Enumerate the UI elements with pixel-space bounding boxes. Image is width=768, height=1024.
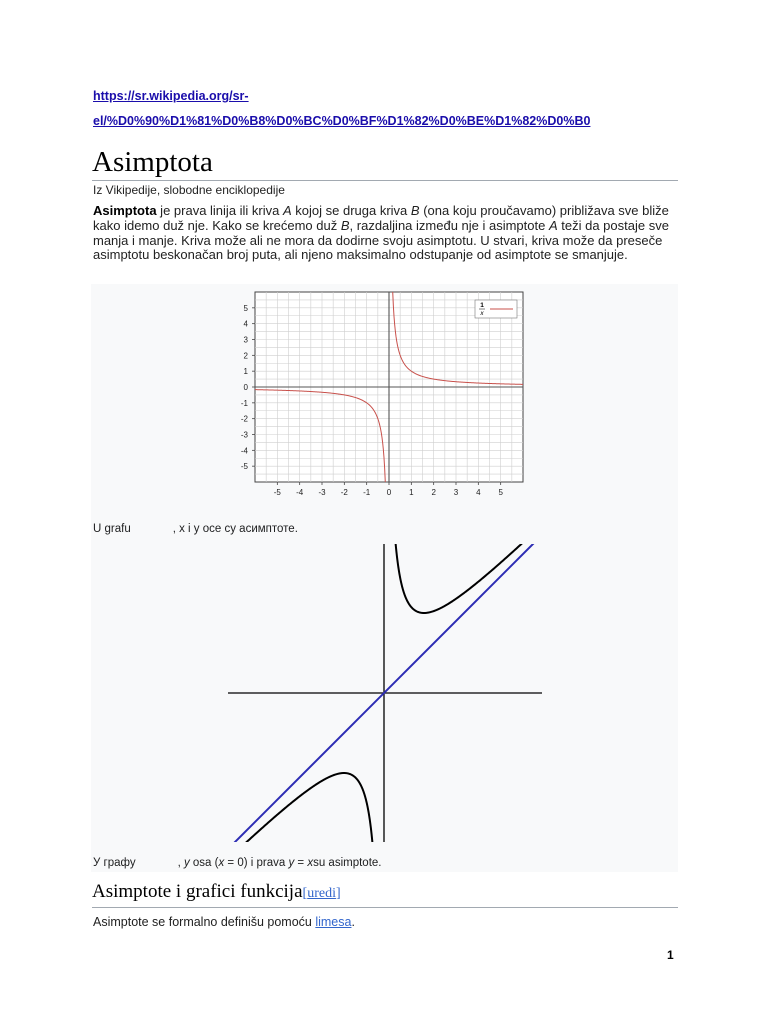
section-paragraph [93, 915, 355, 929]
section-text: Asimptote se formalno definišu pomoću [93, 915, 316, 929]
figure2-caption-text: У графу [93, 857, 136, 869]
page-number: 1 [667, 948, 674, 962]
x-tick-label: -3 [318, 488, 326, 497]
figure1-caption-text: U grafu [93, 523, 131, 535]
title-divider [92, 180, 678, 181]
figure2-caption-text: , [177, 857, 184, 869]
intro-text: teži da postaje sve manja i manje. Kriva može ali ne mora da dodirne svoju asimptotu. U stvari, kriva može da preseče asimptotu beskonačan broj puta, ali njeno maksimalno odstupanje od asimptote se smanjuje. [93, 217, 669, 263]
figure2-caption-text: = [294, 857, 308, 869]
y-tick-label: -2 [240, 414, 248, 424]
x-tick-label: 1 [409, 488, 414, 497]
section-divider [92, 907, 678, 908]
edit-bracket: [ [302, 886, 308, 901]
source-url-line-1[interactable]: https://sr.wikipedia.org/sr- [93, 89, 249, 103]
edit-section-link[interactable]: uredi [307, 886, 336, 901]
legend-denominator: x [480, 310, 484, 317]
section-heading-text: Asimptote i grafici funkcija [92, 881, 303, 902]
hyperbola-chart [228, 544, 542, 842]
x-tick-label: -5 [273, 488, 281, 497]
y-tick-label: 3 [243, 335, 248, 345]
x-tick-label: -2 [340, 488, 348, 497]
y-tick-label: -4 [240, 446, 248, 456]
y-tick-label: 2 [243, 351, 248, 361]
figure2-caption-var: y [288, 857, 295, 869]
x-tick-label: 4 [476, 488, 481, 497]
x-tick-label: 2 [431, 488, 436, 497]
intro-text: , razdaljina između nje i asimptote [349, 217, 549, 233]
x-tick-label: -4 [296, 488, 304, 497]
figure2-caption-text: su asimptote. [313, 857, 382, 869]
intro-var: B [340, 217, 350, 233]
intro-var: A [548, 217, 558, 233]
y-tick-label: -3 [240, 430, 248, 440]
intro-text: (ona koju proučavamo) približava sve bliže kako idemo duž nje. Kako se krećemo duž [93, 203, 669, 233]
intro-paragraph [93, 204, 678, 263]
x-tick-label: 5 [498, 488, 503, 497]
intro-text: kojoj se druga kriva [291, 203, 411, 218]
x-tick-label: -1 [363, 488, 371, 497]
edit-section [303, 886, 341, 901]
legend-numerator: 1 [480, 302, 484, 309]
section-text: . [351, 915, 355, 929]
y-tick-label: 5 [243, 303, 248, 313]
figure2-caption [93, 857, 382, 869]
figure2-caption-var: y [183, 857, 190, 869]
reciprocal-function-chart [230, 290, 530, 500]
y-tick-label: -1 [240, 398, 248, 408]
section-heading [92, 881, 341, 903]
intro-var: B [410, 203, 420, 218]
y-tick-label: -5 [240, 462, 248, 472]
curve-negative-branch [230, 773, 373, 842]
figure2-caption-text: osa ( [189, 857, 219, 869]
x-tick-label: 0 [386, 488, 392, 497]
figure1-caption-text: , x i y осе су асимптоте. [172, 523, 298, 535]
curve-positive-branch [395, 544, 538, 613]
intro-text: je prava linija ili kriva [156, 203, 283, 218]
y-tick-label: 0 [243, 383, 248, 392]
page-title: Asimptota [92, 146, 213, 178]
figure2-caption-text: = 0) i prava [224, 857, 289, 869]
intro-term: Asimptota [93, 203, 157, 218]
edit-bracket: ] [335, 886, 341, 901]
page-subtitle: Iz Vikipedije, slobodne enciklopedije [93, 183, 285, 197]
x-tick-label: 3 [453, 488, 459, 497]
y-tick-label: 4 [243, 319, 248, 329]
limes-link[interactable]: limesa [315, 915, 352, 929]
figure2-caption-var: x [218, 857, 225, 869]
figure2-caption-var: x [307, 857, 314, 869]
intro-var: A [283, 203, 292, 218]
figure1-caption [93, 523, 298, 535]
source-url-line-2[interactable]: el/%D0%90%D1%81%D0%B8%D0%BC%D0%BF%D1%82%D0%BE%D1%82%D0%B0 [93, 114, 591, 128]
y-tick-label: 1 [243, 367, 248, 377]
